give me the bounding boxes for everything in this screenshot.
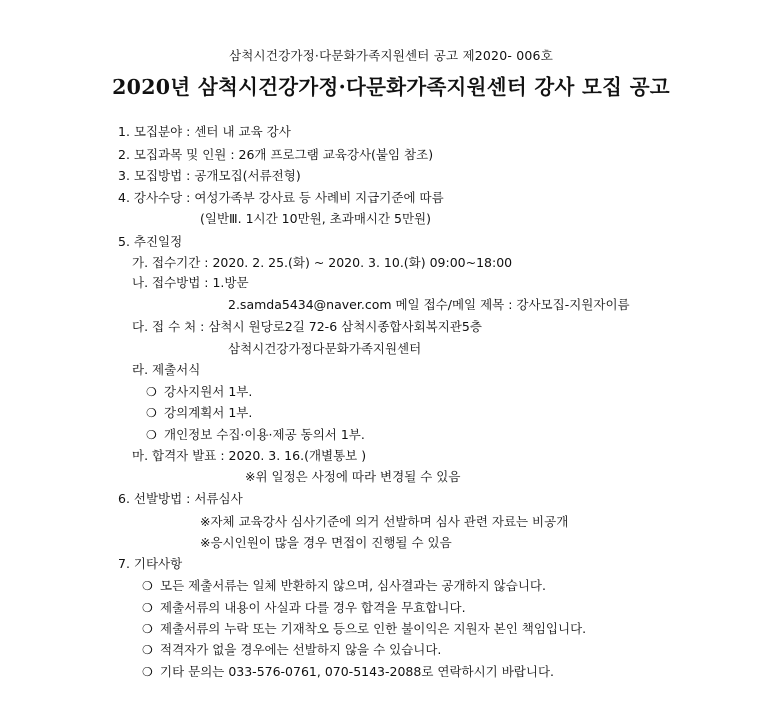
schedule-method: 나. 접수방법 : 1.방문 [132,275,249,290]
list-item [142,642,441,658]
schedule-forms: 라. 제출서식 [132,362,201,377]
etc-note-5: 기타 문의는 033-576-0761, 070-5143-2088로 연락하시기 바랍니다. [160,664,554,679]
circle-bullet-icon: ❍ [146,385,157,399]
item-subjects: 2. 모집과목 및 인원 : 26개 프로그램 교육강사(붙임 참조) [118,147,434,162]
form-application: 강사지원서 1부. [164,384,253,399]
etc-note-1: 모든 제출서류는 일체 반환하지 않으며, 심사결과는 공개하지 않습니다. [160,578,546,593]
notice-number: 삼척시건강가정·다문화가족지원센터 공고 제2020- 006호 [229,48,553,63]
etc-note-3: 제출서류의 누락 또는 기재착오 등으로 인한 불이익은 지원자 본인 책임입니다. [160,621,587,636]
circle-bullet-icon: ❍ [142,622,153,636]
item-schedule: 5. 추진일정 [118,234,183,249]
circle-bullet-icon: ❍ [142,643,153,657]
circle-bullet-icon: ❍ [146,428,157,442]
selection-note-1: ※자체 교육강사 심사기준에 의거 선발하며 심사 관련 자료는 비공개 [200,514,569,529]
schedule-period: 가. 접수기간 : 2020. 2. 25.(화) ~ 2020. 3. 10.(화) 09:00~18:00 [132,255,513,270]
item-allowance-detail: (일반Ⅲ. 1시간 10만원, 초과매시간 5만원) [200,211,431,226]
list-item [142,664,554,680]
circle-bullet-icon: ❍ [142,579,153,593]
schedule-note: ※위 일정은 사정에 따라 변경될 수 있음 [245,469,461,484]
schedule-place-center: 삼척시건강가정다문화가족지원센터 [228,341,422,356]
etc-note-2: 제출서류의 내용이 사실과 다를 경우 합격을 무효합니다. [160,600,466,615]
list-item [146,384,252,400]
schedule-place: 다. 접 수 처 : 삼척시 원당로2길 72-6 삼척시종합사회복지관5층 [132,319,482,334]
list-item [142,600,466,616]
list-item [142,578,546,594]
list-item [142,621,586,637]
form-privacy-consent: 개인정보 수집·이용·제공 동의서 1부. [164,427,365,442]
form-lecture-plan: 강의계획서 1부. [164,405,253,420]
selection-note-2: ※응시인원이 많을 경우 면접이 진행될 수 있음 [200,535,452,550]
page-title: 2020년 삼척시건강가정·다문화가족지원센터 강사 모집 공고 [112,75,670,99]
schedule-announcement: 마. 합격자 발표 : 2020. 3. 16.(개별통보 ) [132,448,367,463]
list-item [146,427,365,443]
item-allowance: 4. 강사수당 : 여성가족부 강사료 등 사례비 지급기준에 따름 [118,190,444,205]
schedule-email: 2.samda5434@naver.com 메일 접수/메일 제목 : 강사모집-지원자이름 [228,297,630,312]
list-item [146,405,252,421]
item-selection: 6. 선발방법 : 서류심사 [118,491,243,506]
circle-bullet-icon: ❍ [142,665,153,679]
item-recruit-field: 1. 모집분야 : 센터 내 교육 강사 [118,124,291,139]
circle-bullet-icon: ❍ [146,406,157,420]
item-etc: 7. 기타사항 [118,556,183,571]
circle-bullet-icon: ❍ [142,601,153,615]
etc-note-4: 적격자가 없을 경우에는 선발하지 않을 수 있습니다. [160,642,442,657]
item-method: 3. 모집방법 : 공개모집(서류전형) [118,168,301,183]
